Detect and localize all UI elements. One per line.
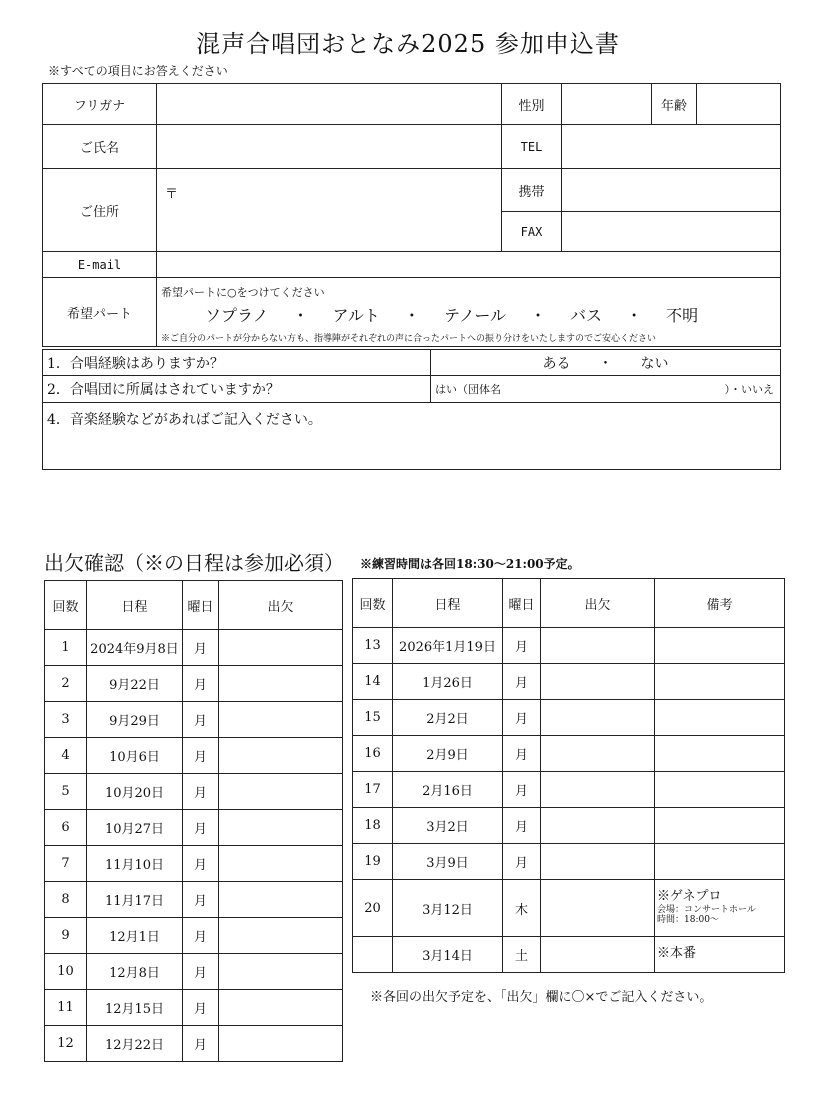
row-num: 5: [45, 774, 87, 810]
row-date: 3月9日: [393, 844, 503, 880]
row-num: 17: [353, 772, 393, 808]
row-day: 月: [183, 990, 219, 1026]
row-day: 木: [503, 880, 541, 937]
remarks-cell: [655, 736, 785, 772]
part-selection[interactable]: [157, 278, 781, 347]
header-date: 日程: [87, 581, 183, 630]
email-field[interactable]: [157, 252, 781, 278]
application-form-table: [42, 83, 781, 347]
schedule-row: [45, 882, 343, 918]
attendance-cell[interactable]: [541, 736, 655, 772]
row-date: 2026年1月19日: [393, 628, 503, 664]
remarks-cell: [655, 664, 785, 700]
schedule-row: [353, 664, 785, 700]
row-day: 月: [183, 702, 219, 738]
header-attendance: 出欠: [219, 581, 343, 630]
row-num: 18: [353, 808, 393, 844]
header-num: 回数: [45, 581, 87, 630]
row-num: 16: [353, 736, 393, 772]
row-date: 12月8日: [87, 954, 183, 990]
header-num: 回数: [353, 579, 393, 628]
row-num: 11: [45, 990, 87, 1026]
row-date: 11月10日: [87, 846, 183, 882]
schedule-row: [353, 736, 785, 772]
row-num: 20: [353, 880, 393, 937]
row-day: 月: [503, 772, 541, 808]
part-separator: ・: [403, 306, 420, 325]
question-1-answer[interactable]: ある ・ ない: [431, 350, 781, 376]
attendance-cell[interactable]: [219, 810, 343, 846]
age-field[interactable]: [697, 84, 781, 125]
question-4[interactable]: [43, 403, 781, 470]
attendance-cell[interactable]: [219, 630, 343, 666]
row-day: 月: [183, 774, 219, 810]
row-date: 12月15日: [87, 990, 183, 1026]
row-date: 2月9日: [393, 736, 503, 772]
schedule-row: [353, 808, 785, 844]
row-day: 月: [183, 630, 219, 666]
schedule-row: [45, 810, 343, 846]
part-instruction: 希望パートに○をつけてください: [161, 286, 325, 299]
row-date: 9月29日: [87, 702, 183, 738]
row-day: 月: [503, 844, 541, 880]
part-separator: ・: [530, 306, 547, 325]
furigana-label: フリガナ: [43, 84, 157, 125]
name-label: ご氏名: [43, 125, 157, 169]
part-option-soprano[interactable]: ソプラノ: [205, 306, 269, 325]
row-date: 10月6日: [87, 738, 183, 774]
header-day: 曜日: [183, 581, 219, 630]
attendance-cell[interactable]: [219, 666, 343, 702]
remarks-cell: [655, 880, 785, 937]
part-separator: ・: [626, 306, 643, 325]
row-num: [353, 937, 393, 973]
row-num: 15: [353, 700, 393, 736]
schedule-row: [45, 666, 343, 702]
row-day: 月: [183, 882, 219, 918]
gender-field[interactable]: [562, 84, 652, 125]
schedule-row: [45, 918, 343, 954]
row-num: 8: [45, 882, 87, 918]
remarks-cell: [655, 628, 785, 664]
schedule-row: [353, 628, 785, 664]
row-day: 月: [503, 808, 541, 844]
mobile-label: 携帯: [502, 169, 562, 212]
part-note: ※ご自分のパートが分からない方も、指導陣がそれぞれの声に合ったパートへの振り分けをいたしますのでご安心ください: [161, 334, 657, 344]
row-date: 12月22日: [87, 1026, 183, 1062]
attendance-cell[interactable]: [219, 702, 343, 738]
footer-note: ※各回の出欠予定を、「出欠」欄に〇×でご記入ください。: [370, 990, 713, 1005]
row-day: 月: [183, 1026, 219, 1062]
part-option-alto[interactable]: アルト: [332, 306, 380, 325]
part-option-tenor[interactable]: テノール: [443, 306, 507, 325]
row-date: 1月26日: [393, 664, 503, 700]
attendance-cell[interactable]: [219, 954, 343, 990]
part-separator: ・: [292, 306, 309, 325]
remarks-cell: [655, 844, 785, 880]
attendance-cell[interactable]: [541, 880, 655, 937]
row-num: 10: [45, 954, 87, 990]
schedule-row: [45, 630, 343, 666]
attendance-cell[interactable]: [541, 628, 655, 664]
schedule-row: [353, 844, 785, 880]
address-field[interactable]: [157, 169, 502, 252]
row-date: 11月17日: [87, 882, 183, 918]
attendance-cell[interactable]: [219, 918, 343, 954]
genepro-label: ※ゲネプロ: [657, 889, 722, 905]
attendance-cell[interactable]: [219, 774, 343, 810]
row-date: 3月12日: [393, 880, 503, 937]
question-2-no: ）・いいえ: [724, 383, 774, 396]
questions-table: [42, 349, 781, 470]
row-num: 1: [45, 630, 87, 666]
schedule-row: [45, 990, 343, 1026]
row-day: 月: [503, 736, 541, 772]
name-field[interactable]: [157, 125, 502, 169]
practice-time-note: ※練習時間は各回18:30～21:00予定。: [360, 557, 580, 571]
attendance-title: 出欠確認（※の日程は参加必須）: [44, 551, 344, 575]
row-day: 月: [503, 628, 541, 664]
attendance-cell[interactable]: [541, 808, 655, 844]
instruction-note: ※すべての項目にお答えください: [48, 64, 228, 78]
row-date: 2月16日: [393, 772, 503, 808]
question-2: 2．合唱団に所属はされていますか？: [43, 376, 431, 403]
attendance-cell[interactable]: [541, 664, 655, 700]
row-date: 3月2日: [393, 808, 503, 844]
row-date: 9月22日: [87, 666, 183, 702]
part-option-bass[interactable]: バス: [570, 306, 603, 325]
schedule-row: [45, 702, 343, 738]
row-day: 月: [503, 664, 541, 700]
part-label: 希望パート: [43, 278, 157, 347]
part-option-unknown[interactable]: 不明: [666, 306, 699, 325]
schedule-row: [353, 700, 785, 736]
attendance-cell[interactable]: [541, 700, 655, 736]
row-num: 12: [45, 1026, 87, 1062]
row-num: 6: [45, 810, 87, 846]
tel-field[interactable]: [562, 125, 781, 169]
schedule-row: [45, 846, 343, 882]
schedule-row: [353, 772, 785, 808]
row-date: 2月2日: [393, 700, 503, 736]
genepro-time: 時間：18:00～: [657, 915, 719, 926]
header-date: 日程: [393, 579, 503, 628]
attendance-cell[interactable]: [541, 844, 655, 880]
furigana-field[interactable]: [157, 84, 502, 125]
email-label: E-mail: [43, 252, 157, 278]
part-options[interactable]: [205, 303, 722, 326]
attendance-cell[interactable]: [219, 882, 343, 918]
genepro-venue: 会場：コンサートホール: [657, 905, 756, 916]
remarks-cell: [655, 772, 785, 808]
row-date: 10月27日: [87, 810, 183, 846]
question-2-answer[interactable]: [431, 376, 781, 403]
schedule-table-right: [352, 578, 785, 973]
row-date: 2024年9月8日: [87, 630, 183, 666]
row-num: 14: [353, 664, 393, 700]
row-num: 19: [353, 844, 393, 880]
row-day: 土: [503, 937, 541, 973]
row-day: 月: [183, 846, 219, 882]
row-num: 4: [45, 738, 87, 774]
row-day: 月: [183, 738, 219, 774]
row-num: 9: [45, 918, 87, 954]
schedule-row: [45, 774, 343, 810]
attendance-cell[interactable]: [219, 846, 343, 882]
mobile-field[interactable]: [562, 169, 781, 212]
row-num: 2: [45, 666, 87, 702]
address-label: ご住所: [43, 169, 157, 252]
question-4-text: 4．音楽経験などがあればご記入ください。: [47, 412, 322, 428]
fax-label: FAX: [502, 212, 562, 252]
header-attendance: 出欠: [541, 579, 655, 628]
postal-mark: 〒: [165, 187, 179, 202]
tel-label: TEL: [502, 125, 562, 169]
remarks-cell: [655, 700, 785, 736]
row-num: 7: [45, 846, 87, 882]
remarks-cell: [655, 808, 785, 844]
schedule-row: [45, 954, 343, 990]
row-num: 3: [45, 702, 87, 738]
attendance-cell[interactable]: [541, 772, 655, 808]
attendance-cell[interactable]: [541, 937, 655, 973]
age-label: 年齢: [652, 84, 697, 125]
concert-remark: ※本番: [655, 937, 785, 973]
row-day: 月: [183, 954, 219, 990]
row-date: 12月1日: [87, 918, 183, 954]
question-1: 1．合唱経験はありますか？: [43, 350, 431, 376]
header-day: 曜日: [503, 579, 541, 628]
attendance-cell[interactable]: [219, 1026, 343, 1062]
row-num: 13: [353, 628, 393, 664]
row-day: 月: [503, 700, 541, 736]
schedule-table-left: [44, 580, 343, 1062]
row-day: 月: [183, 810, 219, 846]
page-title: 混声合唱団おとなみ2025 参加申込書: [196, 30, 620, 58]
attendance-cell[interactable]: [219, 990, 343, 1026]
gender-label: 性別: [502, 84, 562, 125]
question-2-yes: はい（団体名: [435, 383, 501, 396]
schedule-row: [45, 738, 343, 774]
row-date: 10月20日: [87, 774, 183, 810]
row-day: 月: [183, 666, 219, 702]
header-remarks: 備考: [655, 579, 785, 628]
attendance-cell[interactable]: [219, 738, 343, 774]
fax-field[interactable]: [562, 212, 781, 252]
row-day: 月: [183, 918, 219, 954]
row-date: 3月14日: [393, 937, 503, 973]
schedule-row: [45, 1026, 343, 1062]
